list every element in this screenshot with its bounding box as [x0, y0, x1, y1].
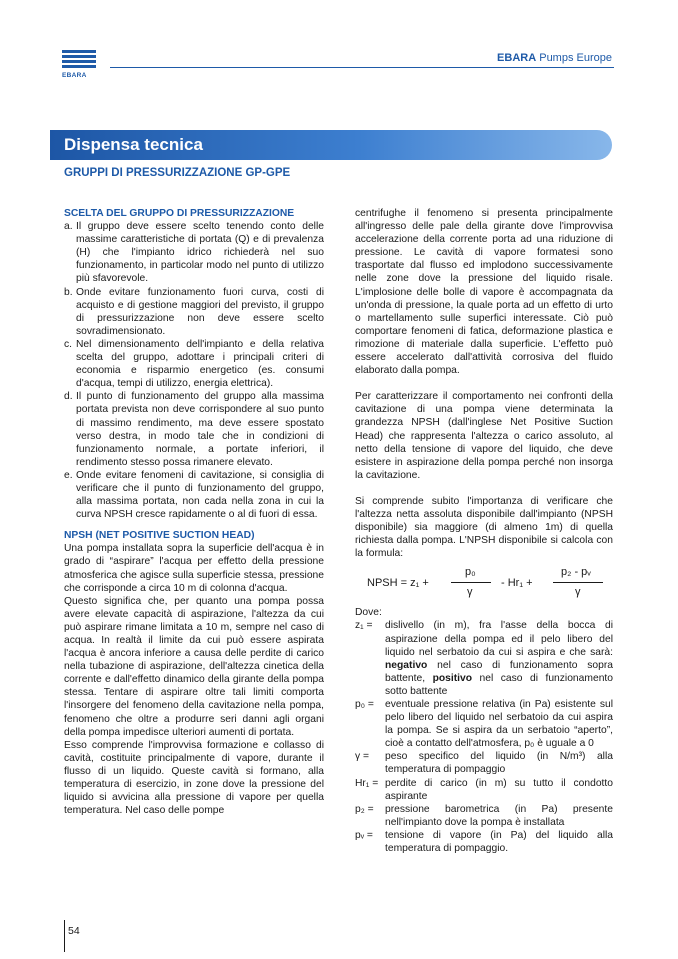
formula-den2: γ	[575, 586, 581, 599]
section-banner	[50, 130, 612, 160]
logo-stripes	[62, 50, 96, 70]
definitions-list	[355, 606, 613, 855]
ebara-logo	[62, 50, 96, 80]
npsh-paragraph-2: Questo significa che, per quanto una pompa possa avere elevate capacità di aspirazione, l'altezza da cui può aspirare rimane limitata a 10 m, sempre nel caso di acqua. In realtà il limite da cui può essere aspirata l'acqua è ancora inferiore a causa delle perdite di carico nella tubazione di aspirazione, dell'altezza cinetica della corrente e dall'effetto dinamico della girante della pompa stessa. Tentare di aspirare oltre tali limiti comporta l'insorgere del fenomeno della cavitazione nella pompa, fenomeno che oltre a produrre seri danni agli organi della pompa impedisce ulteriori aumenti di portata.	[64, 595, 324, 738]
npsh-formula	[367, 566, 613, 602]
definition-row: Hr₁ = perdite di carico (in m) su tutto il condotto aspirante	[355, 777, 613, 802]
list-item: e. Onde evitare fenomeni di cavitazione, si consiglia di verificare che il punto di funzionamento del gruppo, alla massima portata, non cada nella zona in cui la curva NPSH cresce rapidamente o al di fuori di essa.	[64, 469, 324, 521]
formula-lhs: NPSH = z₁ +	[367, 577, 429, 590]
banner-title: Dispensa tecnica	[64, 135, 203, 154]
definition-row: p₂ = pressione barometrica (in Pa) presente nell'impianto dove la pompa è installata	[355, 803, 613, 828]
formula-fraction-bar-2	[553, 582, 603, 583]
npsh-paragraph-1: Una pompa installata sopra la superficie dell'acqua è in grado di “aspirare” l'acqua per effetto della pressione atmosferica che agisce sulla superficie stessa, pressione che corrisponde a circa 10 m di colonna d'acqua.	[64, 543, 324, 594]
section2-heading: NPSH (NET POSITIVE SUCTION HEAD)	[64, 530, 255, 542]
formula-fraction-bar-1	[451, 582, 491, 583]
definitions-intro: Dove:	[355, 607, 382, 619]
list-item: a. Il gruppo deve essere scelto tenendo conto delle massime caratteristiche di portata (Q) e di prevalenza (H) che l'impianto idrico richiederà nel suo funzionamento, in particolar modo nel punto di utilizzo più sfavorevole.	[64, 221, 324, 285]
npsh-paragraph-3: Esso comprende l'improvvisa formazione e collasso di cavità, costituite principalmente di vapore, durante il flusso di un liquido. Queste cavità si formano, alla temperatura di esercizio, in zone dove la pressione del liquido si avvicina alla pressione di vapore per quella temperatura. Nel caso delle pompe	[64, 739, 324, 817]
npsh-available-paragraph: Si comprende subito l'importanza di verificare che l'altezza netta assoluta disponibile dall'impianto (NPSH disponibile) sia maggiore (di almeno 1m) di quella richiesta dalla pompa. L'NPSH disponibile si calcola con la formula:	[355, 495, 613, 560]
brand-bold: EBARA	[497, 52, 537, 64]
formula-mid: - Hr₁ +	[501, 577, 533, 590]
definition-row: γ = peso specifico del liquido (in N/m³) alla temperatura di pompaggio	[355, 751, 613, 776]
definition-row: pᵥ = tensione di vapore (in Pa) del liquido alla temperatura di pompaggio.	[355, 829, 613, 855]
list-item: b. Onde evitare funzionamento fuori curva, costi di acquisto e di gestione maggiori del previsto, il gruppo di pressurizzazione non deve essere scelto sovradimensionato.	[64, 286, 324, 337]
definition-row: z₁ = dislivello (in m), fra l'asse della bocca di aspirazione della pompa ed il pelo libero del liquido nel serbatoio da cui si aspira e che sarà: negativo nel caso di funzionamento sopra battente, positivo nel caso di funzionamento sotto battente	[355, 620, 614, 697]
header-brand	[497, 52, 612, 64]
criteria-list	[64, 220, 324, 521]
section1-heading: SCELTA DEL GRUPPO DI PRESSURIZZAZIONE	[64, 208, 295, 219]
right-column	[355, 207, 613, 855]
logo-wordmark: EBARA	[62, 72, 87, 79]
formula-num2: p₂ - pᵥ	[561, 566, 591, 579]
formula-num1: p₀	[465, 566, 476, 579]
formula-den1: γ	[467, 586, 473, 599]
header-divider	[110, 67, 614, 68]
page-subtitle: GRUPPI DI PRESSURIZZAZIONE GP-GPE	[64, 167, 291, 179]
left-column	[64, 207, 324, 817]
cavitation-paragraph: centrifughe il fenomeno si presenta principalmente all'ingresso delle pale della girante dove l'improvvisa accelerazione della corrente porta ad una riduzione di pressione. Le cavità di vapore formatesi sono trasportate dal flusso ed implodono successivamente nelle zone dove la pressione del liquido risale. L'implosione delle bolle di vapore è accompagnata da un'onda di pressione, la quale porta ad un effetto di urto o martellamento sulle superfici interessate. Ciò può comportare fenomeni di fatica, deformazione plastica e rimozione di materiale dalla superficie. L'effetto può essere accelerato dall'attività corrosiva del fluido elaborato dalla pompa.	[355, 208, 613, 377]
list-item: d. Il punto di funzionamento del gruppo alla massima portata prevista non deve corrispondere al suo punto di massimo rendimento, ma deve essere spostato verso destra, in modo tale che in condizioni di funzionamento normale, a portate inferiori, il rendimento stesso possa rimanere elevato.	[64, 391, 324, 468]
npsh-definition-paragraph: Per caratterizzare il comportamento nei confronti della cavitazione di una pompa viene determinata la grandezza NPSH (dall'inglese Net Positive Suction Head) che rappresenta l'altezza o carico assoluto, al netto della tensione di vapore del liquido, che deve esistere in aspirazione della pompa perché non insorga la cavitazione.	[355, 391, 613, 481]
page-number-bar	[64, 920, 65, 952]
page-number: 54	[68, 925, 80, 937]
brand-rest: Pumps Europe	[536, 52, 612, 64]
list-item: c. Nel dimensionamento dell'impianto e della relativa scelta del gruppo, adottare i principali criteri di economia e risparmio energetico (es. consumi d'acqua, tempi di utilizzo, energia elettrica).	[64, 338, 324, 390]
definition-row: p₀ = eventuale pressione relativa (in Pa) esistente sul pelo libero del liquido nel serbatoio da cui aspira la pompa. Se si aspira da un serbatoio “aperto”, cioè a contatto dell'atmosfera, p₀ è uguale a 0	[355, 699, 613, 750]
